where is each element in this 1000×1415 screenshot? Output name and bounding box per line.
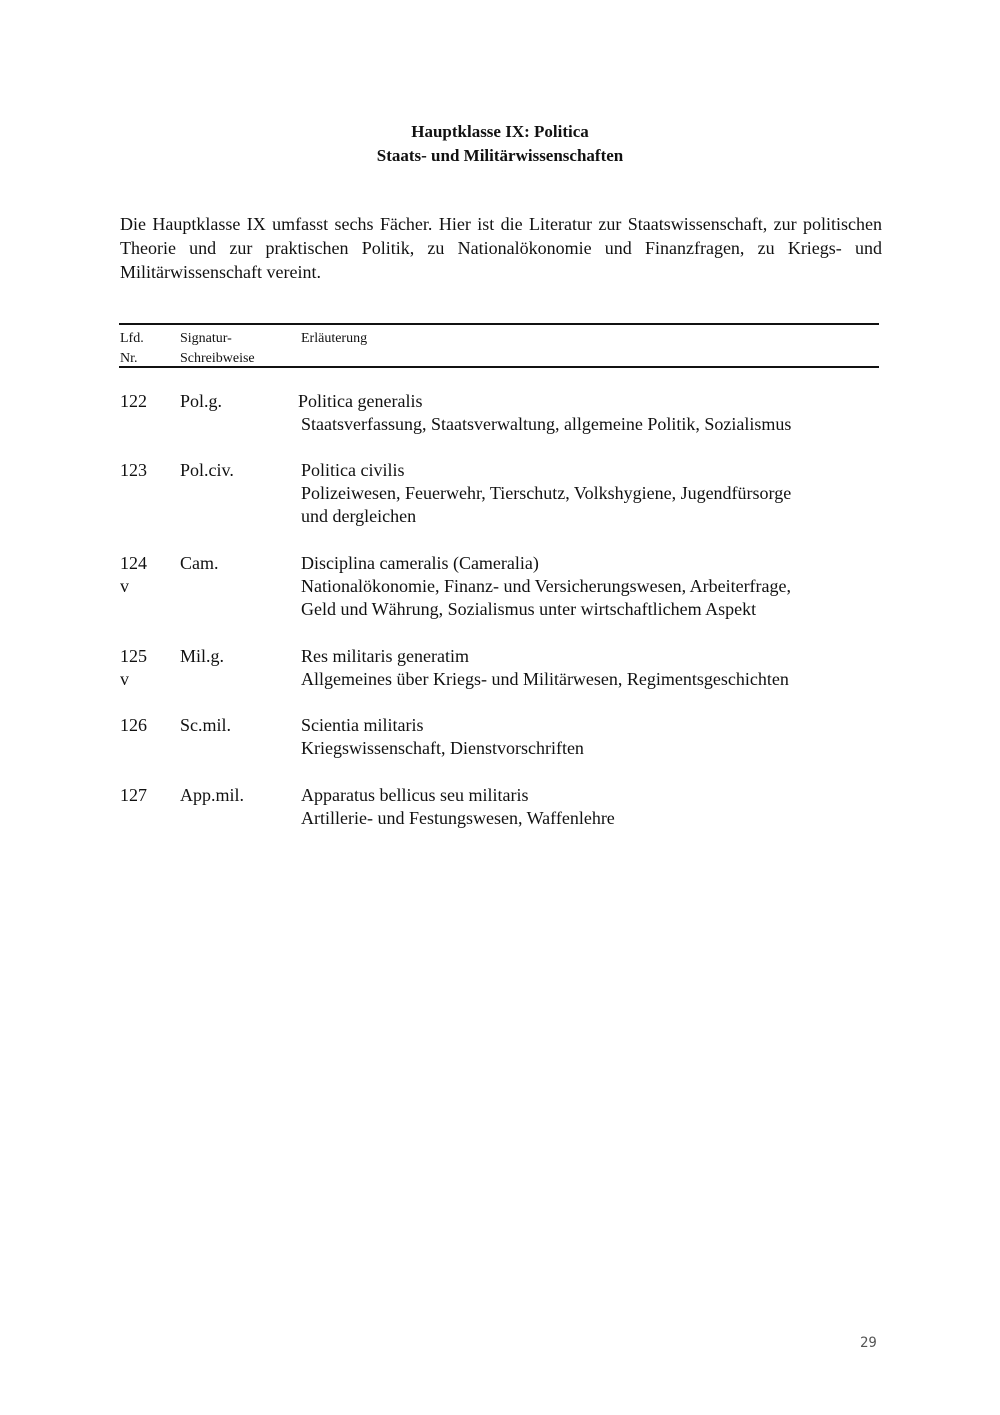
row-description-line: und dergleichen [301,506,417,526]
column-header-lfd-nr [120,329,144,369]
row-number: 122 [120,391,147,411]
column-header-erlaeuterung: Erläuterung [301,331,368,346]
page-number: 29 [860,1335,877,1351]
row-number: 127 [120,785,147,805]
row-title: Scientia militaris [301,715,424,735]
row-signatur: Pol.civ. [180,460,234,480]
column-header-signatur [180,329,255,369]
row-number: 125 [120,646,147,666]
row-description-line: Kriegswissenschaft, Dienstvorschriften [301,738,584,758]
row-signatur: Cam. [180,553,219,573]
row-signatur: Sc.mil. [180,715,232,735]
row-description-line: Allgemeines über Kriegs- und Militärwesen, Regimentsgeschichten [301,669,789,689]
row-signatur: Mil.g. [180,646,225,666]
row-description [301,482,881,528]
row-description [301,575,881,621]
row-description-line: Staatsverfassung, Staatsverwaltung, allgemeine Politik, Sozialismus [301,414,792,434]
row-number: 124 [120,553,147,573]
row-title: Apparatus bellicus seu militaris [301,785,529,805]
row-mark: v [120,669,129,689]
row-title: Res militaris generatim [301,646,469,666]
row-description [301,737,881,760]
table-header-rule [119,366,879,368]
page-title: Hauptklasse IX: Politica [411,122,589,141]
row-title: Politica generalis [298,391,423,411]
row-signatur: Pol.g. [180,391,223,411]
row-mark: v [120,576,129,596]
row-description [301,807,881,830]
row-description [301,668,881,691]
table-top-rule [119,323,879,325]
row-signatur: App.mil. [180,785,245,805]
row-description-line: Artillerie- und Festungswesen, Waffenlehre [301,808,615,828]
column-header-lfd-line2: Nr. [120,351,138,366]
row-description [301,413,881,436]
column-header-signatur-line1: Signatur- [180,331,232,346]
row-description-line: Geld und Währung, Sozialismus unter wirtschaftlichem Aspekt [301,599,757,619]
row-description-line: Nationalökonomie, Finanz- und Versicherungswesen, Arbeiterfrage, [301,576,792,596]
row-number: 126 [120,715,147,735]
row-number: 123 [120,460,147,480]
page-subtitle: Staats- und Militärwissenschaften [376,146,624,165]
column-header-lfd-line1: Lfd. [120,331,144,346]
row-title: Disciplina cameralis (Cameralia) [301,553,539,573]
row-title: Politica civilis [301,460,405,480]
column-header-signatur-line2: Schreibweise [180,351,255,366]
row-description-line: Polizeiwesen, Feuerwehr, Tierschutz, Volkshygiene, Jugendfürsorge [301,483,792,503]
intro-paragraph: Die Hauptklasse IX umfasst sechs Fächer. Hier ist die Literatur zur Staatswissenschaft, zur politischen Theorie und zur praktischen Politik, zu Nationalökonomie und Finanzfragen, zu Kriegs- und Militärwissenschaft vereint. [120,214,882,282]
